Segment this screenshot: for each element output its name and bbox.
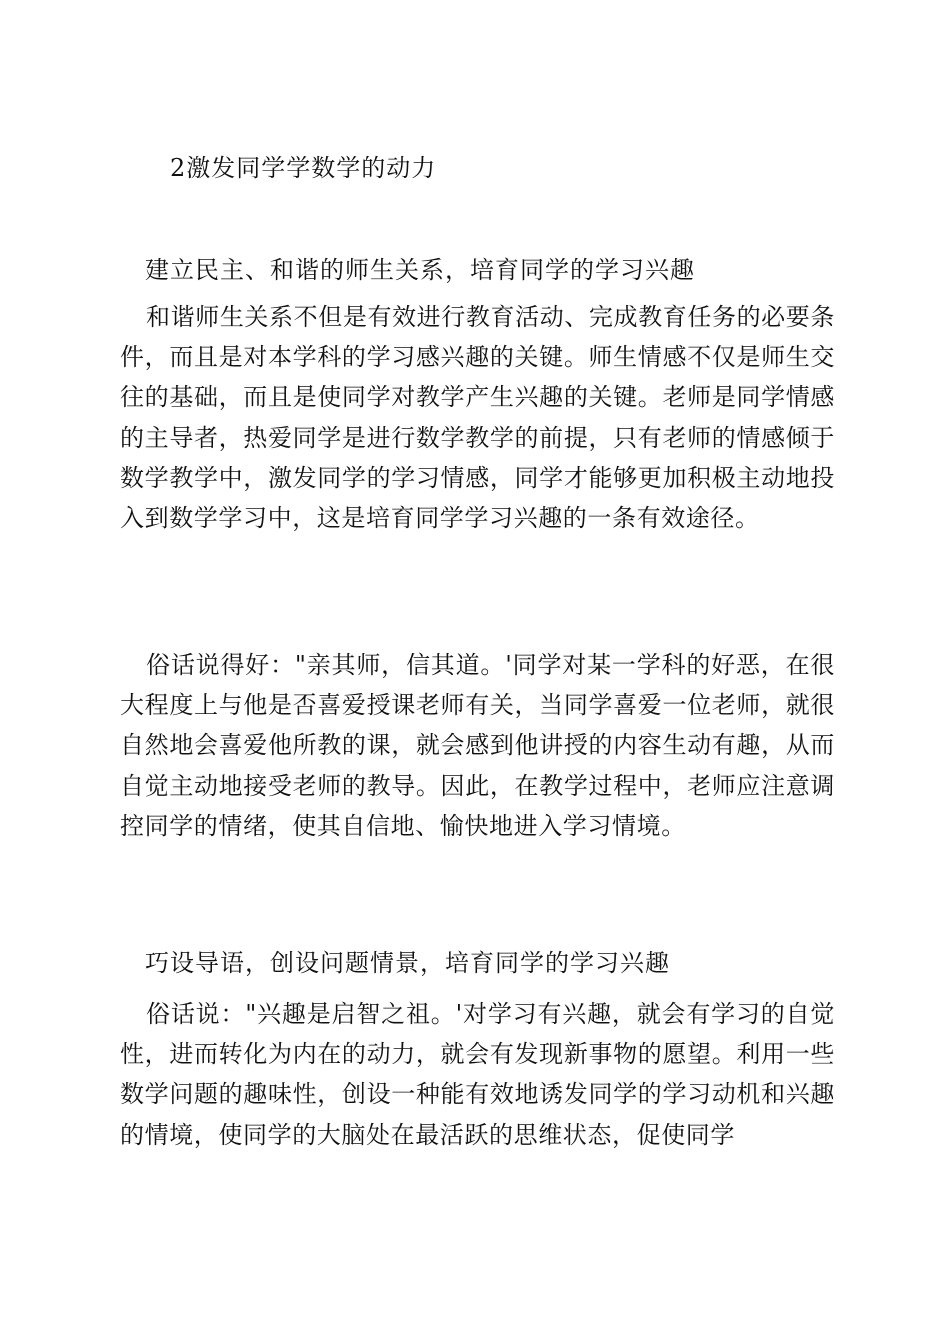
section-heading: 2激发同学学数学的动力: [170, 154, 437, 182]
subsection-heading-teacher-student-relationship: 建立民主、和谐的师生关系，培育同学的学习兴趣: [145, 256, 695, 284]
paragraph-proverb-qin-qi-shi: 俗话说得好："亲其师，信其道。'同学对某一学科的好恶，在很大程度上与他是否喜爱授课老师有关，当同学喜爱一位老师，就很自然地会喜爱他所教的课，就会感到他讲授的内容生动有趣，从而自觉主动地接受老师的教导。因此，在教学过程中，老师应注意调控同学的情绪，使其自信地、愉快地进入学习情境。: [120, 651, 835, 840]
subsection-heading-introduction-design: 巧设导语，创设问题情景，培育同学的学习兴趣: [145, 949, 670, 977]
paragraph-harmonious-relationship: 和谐师生关系不但是有效进行教育活动、完成教育任务的必要条件，而且是对本学科的学习感兴趣的关键。师生情感不仅是师生交往的基础，而且是使同学对教学产生兴趣的关键。老师是同学情感的主导者，热爱同学是进行数学教学的前提，只有老师的情感倾于数学教学中，激发同学的学习情感，同学才能够更加积极主动地投入到数学学习中，这是培育同学学习兴趣的一条有效途径。: [120, 303, 835, 533]
paragraph-interest-proverb: 俗话说："兴趣是启智之祖。'对学习有兴趣，就会有学习的自觉性，进而转化为内在的动力，就会有发现新事物的愿望。利用一些数学问题的趣味性，创设一种能有效地诱发同学的学习动机和兴趣的情境，使同学的大脑处在最活跃的思维状态，促使同学: [120, 1000, 835, 1149]
